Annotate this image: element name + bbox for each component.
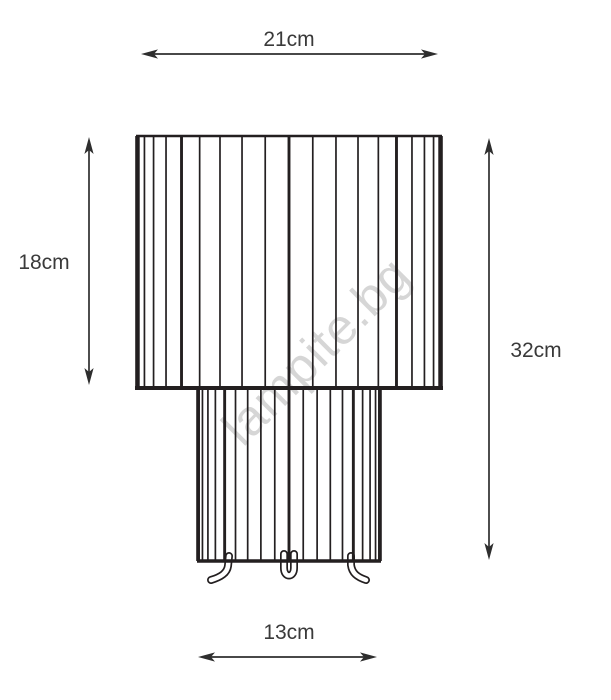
dimension-label-shade-width: 21cm bbox=[263, 28, 315, 51]
dimension-label-base-width: 13cm bbox=[263, 621, 315, 644]
lamp-pleated-shade-and-base bbox=[135, 136, 443, 561]
watermark-text: lampite.bg bbox=[211, 246, 421, 456]
dimension-label-total-height: 32cm bbox=[510, 339, 562, 362]
dimension-label-shade-height: 18cm bbox=[18, 251, 70, 274]
